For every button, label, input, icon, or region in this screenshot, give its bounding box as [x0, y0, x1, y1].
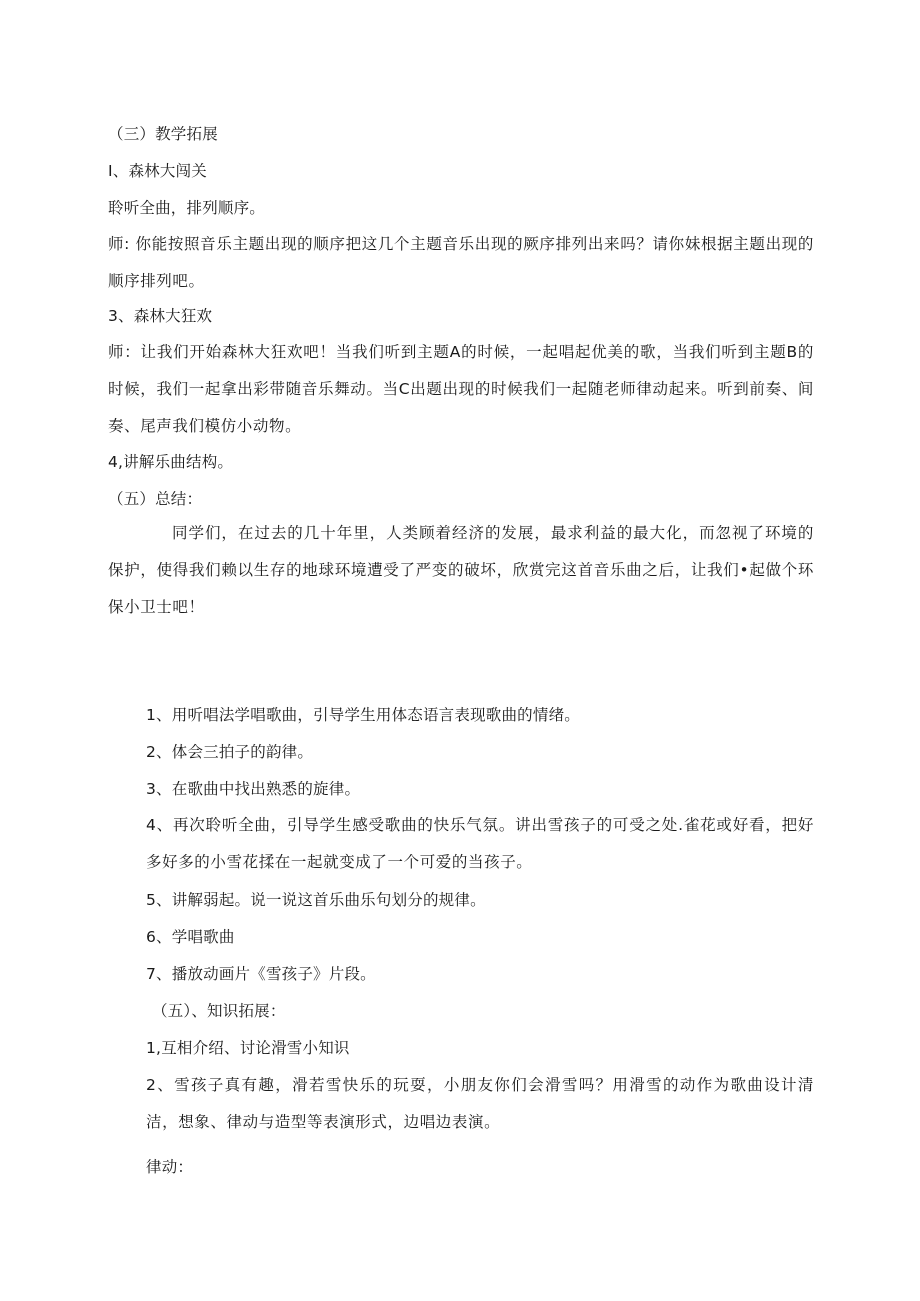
item-forest-carnival-title: 3、森林大狂欢 — [108, 307, 213, 325]
item-forest-challenge-instruction: 聆听全曲，排列顺序。 — [108, 199, 266, 217]
step-4: 4、再次聆听全曲，引导学生感受歌曲的快乐气氛。讲出雪孩子的可受之处.雀花或好看，把好多好多的小雪花揉在一起就变成了一个可爱的当孩子。 — [146, 816, 814, 871]
step-5: 5、讲解弱起。说一说这首乐曲乐句划分的规律。 — [146, 891, 486, 909]
item-forest-challenge-teacher-text: 师: 你能按照音乐主题出现的顺序把这几个主题音乐出现的厥序排列出来吗？请你妹根据主题出现的顺序排列吧。 — [108, 235, 814, 290]
extension-item-1: 1,互相介绍、讨论滑雪小知识 — [146, 1039, 350, 1057]
item-forest-carnival-teacher-text: 师：让我们开始森林大狂欢吧！当我们听到主题A的时候，一起唱起优美的歌，当我们听到主题B的时候，我们一起拿出彩带随音乐舞动。当C出题出现的时候我们一起随老师律动起来。听到前奏、间奏、尾声我们模仿小动物。 — [108, 343, 814, 435]
step-2: 2、体会三拍子的韵律。 — [146, 743, 314, 761]
step-6: 6、学唱歌曲 — [146, 928, 235, 946]
step-3: 3、在歌曲中找出熟悉的旋律。 — [146, 780, 361, 798]
summary-heading: （五）总结： — [108, 490, 203, 508]
knowledge-extension-heading: （五）、知识拓展： — [152, 1002, 286, 1020]
step-7: 7、播放动画片《雪孩子》片段。 — [146, 965, 376, 983]
item-explain-structure: 4,讲解乐曲结构。 — [108, 453, 234, 471]
step-1: 1、用听唱法学唱歌曲，引导学生用体态语言表现歌曲的情绪。 — [146, 706, 580, 724]
extension-item-2: 2、雪孩子真有趣，滑若雪快乐的玩耍，小朋友你们会滑雪吗？用滑雪的动作为歌曲设计清洁，想象、律动与造型等表演形式，边唱边表演。 — [146, 1076, 814, 1131]
item-forest-challenge-title: I、森林大闯关 — [108, 162, 207, 180]
rhythm-label: 律动： — [146, 1158, 194, 1176]
section-heading-teaching-extension: （三）教学拓展 — [108, 125, 218, 143]
summary-paragraph: 同学们，在过去的几十年里，人类顾着经济的发展，最求利益的最大化，而忽视了环境的保护，使得我们赖以生存的地球环境遭受了严变的破坏，欣赏完这首音乐曲之后，让我们•起做个环保小卫士吧！ — [108, 524, 814, 616]
